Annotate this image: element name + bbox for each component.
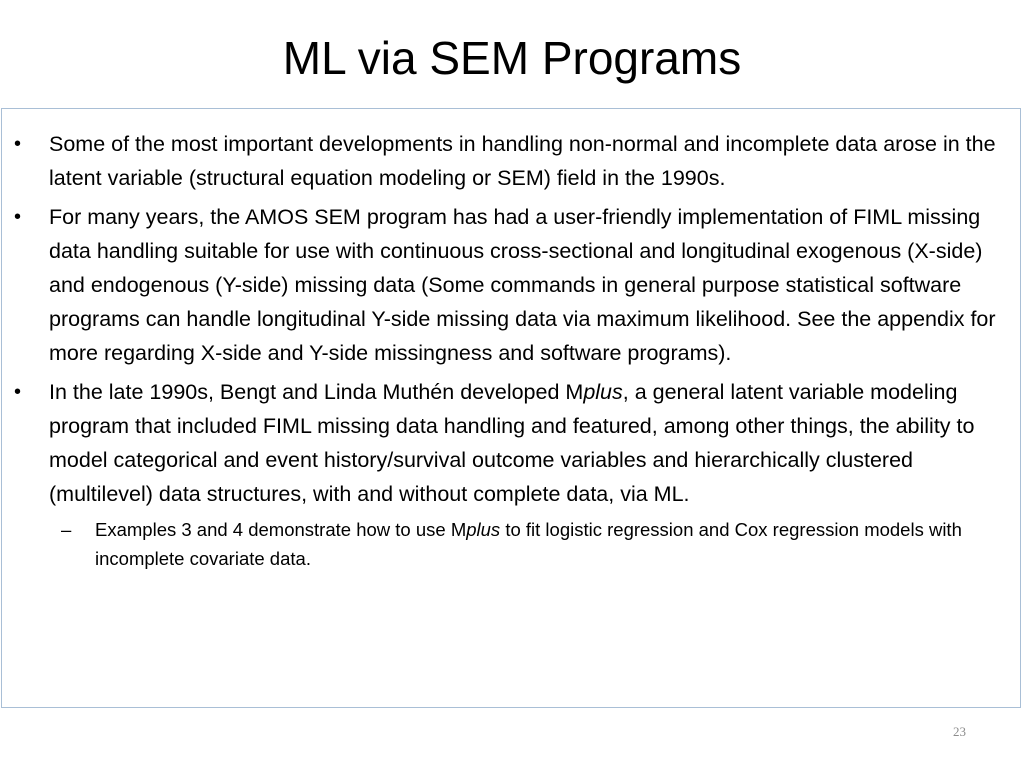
text-segment: to fit logistic regression and Cox regression models with incomplete covariate data. bbox=[95, 519, 962, 569]
bullet-marker: • bbox=[14, 381, 22, 403]
bullet-marker: • bbox=[14, 133, 22, 155]
text-segment: Some of the most important developments in handling non-normal and incomplete data arose in the latent variable (structural equation modeling or SEM) field in the 1990s. bbox=[49, 132, 996, 190]
text-segment: Examples 3 and 4 demonstrate how to use M bbox=[95, 519, 467, 540]
sub-bullet-list bbox=[49, 515, 1002, 573]
bullet-list bbox=[2, 127, 1002, 578]
bullet-item-2 bbox=[2, 200, 1002, 370]
slide-title: ML via SEM Programs bbox=[282, 32, 742, 84]
bullet-text bbox=[49, 205, 996, 365]
content-box bbox=[1, 108, 1021, 708]
text-segment: In the late 1990s, Bengt and Linda Muthén developed M bbox=[49, 380, 584, 404]
bullet-text bbox=[49, 132, 996, 190]
text-segment: , a general latent variable modeling program that included FIML missing data handling and featured, among other things, the ability to model categorical and event history/survival outcome variables and hierarchically clustered (multilevel) data structures, with and without complete data, via ML. bbox=[49, 380, 975, 506]
sub-bullet-marker: – bbox=[61, 519, 72, 540]
text-segment: For many years, the AMOS SEM program has had a user-friendly implementation of FIML missing data handling suitable for use with continuous cross-sectional and longitudinal exogenous (X-side) and endogenous (Y-side) missing data (Some commands in general purpose statistical software programs can handle longitudinal Y-side missing data via maximum likelihood. See the appendix for more regarding X-side and Y-side missingness and software programs). bbox=[49, 205, 996, 365]
page-number: 23 bbox=[953, 724, 966, 739]
sub-bullet-item bbox=[49, 515, 1002, 573]
bullet-text bbox=[49, 380, 974, 506]
text-segment-italic: plus bbox=[583, 380, 623, 404]
bullet-marker: • bbox=[14, 206, 22, 228]
sub-bullet-text bbox=[95, 519, 962, 569]
text-segment-italic: plus bbox=[466, 519, 501, 540]
bullet-item-1 bbox=[2, 127, 1002, 195]
bullet-item-3 bbox=[2, 375, 1002, 573]
